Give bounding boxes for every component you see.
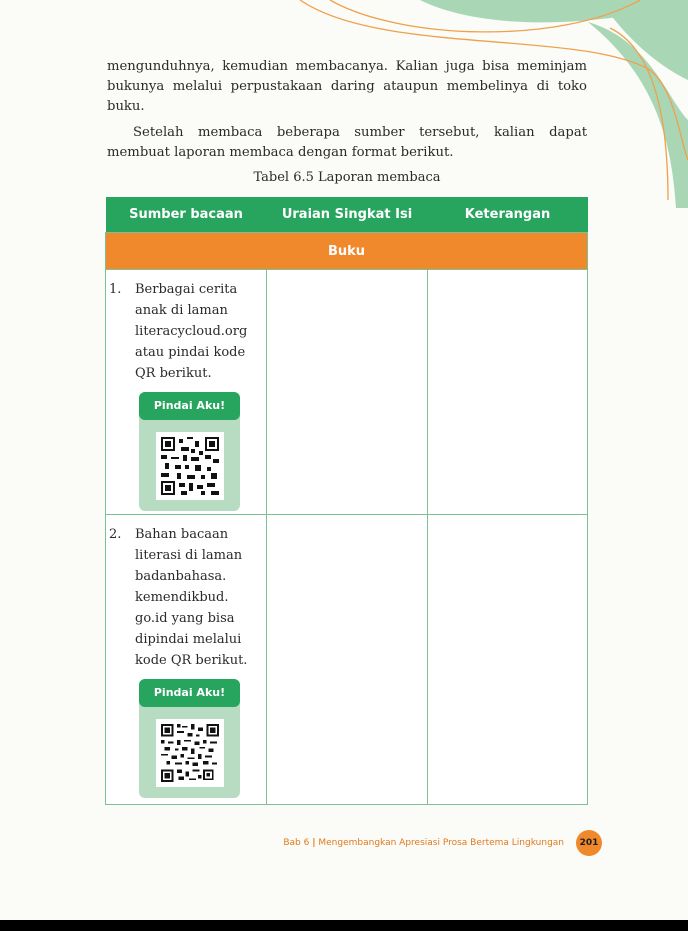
reading-report-table	[105, 197, 588, 805]
notes-cell[interactable]	[428, 515, 588, 805]
summary-cell[interactable]	[267, 515, 428, 805]
footer-separator: |	[312, 838, 316, 848]
item-text: Bahan bacaan literasi di laman badanbahasa. kemendikbud. go.id yang bisa dipindai melalui kode QR berikut.	[135, 527, 248, 668]
table-row	[106, 270, 588, 515]
page-number: 201	[576, 830, 602, 856]
qr-card[interactable]	[139, 679, 240, 798]
item-number: 2.	[109, 527, 122, 542]
item-text: Berbagai cerita anak di laman literacycloud.org atau pindai kode QR berikut.	[135, 282, 248, 381]
qr-code-icon[interactable]	[156, 432, 224, 500]
footer-chapter: Bab 6	[283, 838, 310, 848]
item-number: 1.	[109, 282, 122, 297]
paragraph-1: mengunduhnya, kemudian membacanya. Kalian juga bisa meminjam bukunya melalui perpustakaan daring ataupun membelinya di toko buku.	[107, 59, 587, 114]
paragraph-2: Setelah membaca beberapa sumber tersebut, kalian dapat membuat laporan membaca dengan format berikut.	[107, 125, 587, 160]
table-caption: Tabel 6.5 Laporan membaca	[253, 170, 441, 185]
source-cell	[106, 270, 267, 515]
header-source: Sumber bacaan	[106, 197, 267, 233]
source-cell	[106, 515, 267, 805]
table-header-row	[106, 197, 588, 233]
notes-cell[interactable]	[428, 270, 588, 515]
qr-label: Pindai Aku!	[139, 679, 240, 707]
table-row	[106, 515, 588, 805]
page-footer	[150, 838, 564, 848]
qr-label: Pindai Aku!	[139, 392, 240, 420]
header-notes: Keterangan	[428, 197, 588, 233]
summary-cell[interactable]	[267, 270, 428, 515]
qr-card[interactable]	[139, 392, 240, 511]
footer-title: Mengembangkan Apresiasi Prosa Bertema Lingkungan	[318, 838, 564, 848]
section-label: Buku	[106, 233, 588, 270]
qr-code-icon[interactable]	[156, 719, 224, 787]
header-summary: Uraian Singkat Isi	[267, 197, 428, 233]
section-row	[106, 233, 588, 270]
bottom-bar	[0, 920, 688, 931]
